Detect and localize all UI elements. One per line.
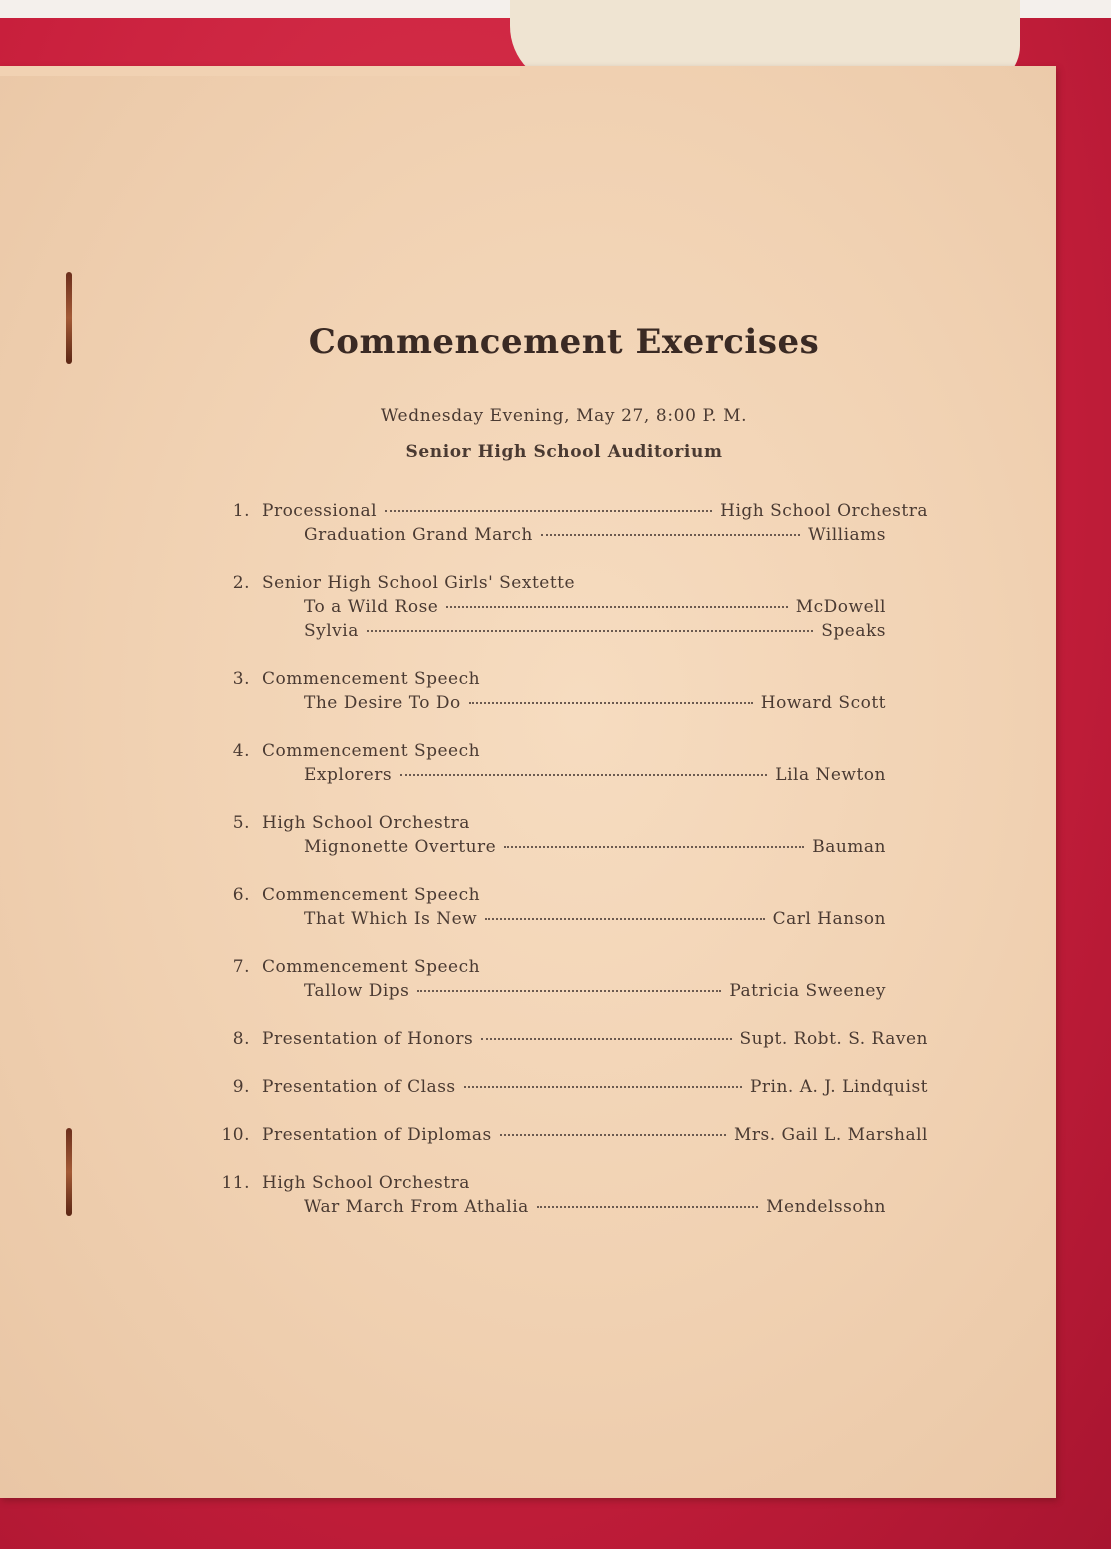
program-item-number: 8. [232,1029,250,1049]
program-page [0,66,1056,1498]
program-item-line [208,957,928,981]
dot-leader [485,918,764,920]
dot-leader [417,990,721,992]
program-item-title: Commencement Speech [262,741,481,761]
program-item [208,501,928,549]
program-item-number: 5. [232,813,250,833]
dot-leader [385,510,712,512]
program-item [208,885,928,933]
program-subitem-title: Tallow Dips [304,981,410,1001]
program-subitem-credit: Lila Newton [775,765,886,785]
program-subitem-title: Mignonette Overture [304,837,497,857]
program-subitem [208,693,928,717]
program-item-title: Presentation of Honors [262,1029,474,1049]
program-item-number: 10. [221,1125,250,1145]
program-subitem-credit: Patricia Sweeney [729,981,886,1001]
page-title: Commencement Exercises [308,322,820,362]
program-subitem-title: That Which Is New [304,909,478,929]
dot-leader [537,1206,758,1208]
dot-leader [464,1086,742,1088]
program-subitem-credit: Howard Scott [760,693,886,713]
dot-leader [500,1134,726,1136]
program-subitem-title: The Desire To Do [304,693,461,713]
program-item-line [208,1077,928,1101]
program-subitem [208,909,928,933]
program-item-line [208,573,928,597]
program-item-title: Commencement Speech [262,669,481,689]
program-item-number: 3. [232,669,250,689]
program-item [208,1173,928,1221]
program-item-title: Commencement Speech [262,885,481,905]
program-subitem-title: Sylvia [304,621,359,641]
program-subitem-credit: Bauman [812,837,886,857]
staple-bottom-icon [66,1128,72,1216]
program-item [208,957,928,1005]
dot-leader [400,774,767,776]
event-venue: Senior High School Auditorium [405,442,723,462]
program-item-title: Commencement Speech [262,957,481,977]
program-subitem-credit: McDowell [795,597,886,617]
program-list [208,501,928,1221]
program-item-line [208,885,928,909]
program-item-performer: Prin. A. J. Lindquist [749,1077,928,1097]
program-item-line [208,813,928,837]
dot-leader [504,846,804,848]
program-item [208,741,928,789]
program-item-line [208,1125,928,1149]
dot-leader [541,534,800,536]
program-item-title: Senior High School Girls' Sextette [262,573,576,593]
dot-leader [481,1038,731,1040]
event-date: Wednesday Evening, May 27, 8:00 P. M. [380,406,748,426]
program-item-number: 9. [232,1077,250,1097]
program-subitem-credit: Carl Hanson [772,909,886,929]
program-item-performer: Supt. Robt. S. Raven [739,1029,928,1049]
program-subitem [208,981,928,1005]
program-item-number: 1. [232,501,250,521]
program-item-title: High School Orchestra [262,813,470,833]
dot-leader [446,606,787,608]
program-subitem [208,837,928,861]
program-item-number: 7. [232,957,250,977]
program-item [208,1125,928,1149]
program-item-title: Processional [262,501,378,521]
program-item-performer: High School Orchestra [720,501,928,521]
program-subitem-title: Graduation Grand March [304,525,533,545]
program-item [208,669,928,717]
program-item-number: 2. [232,573,250,593]
program-subitem [208,1197,928,1221]
program-subitem-credit: Williams [808,525,886,545]
program-item-number: 11. [221,1173,250,1193]
page-top-edge [0,66,520,76]
program-item-number: 6. [232,885,250,905]
program-subitem [208,765,928,789]
program-subitem-credit: Mendelssohn [766,1197,886,1217]
program-subitem-title: War March From Athalia [304,1197,529,1217]
program-item [208,573,928,645]
program-subitem [208,597,928,621]
program-subitem-title: To a Wild Rose [304,597,439,617]
program-item-line [208,741,928,765]
program-subitem-credit: Speaks [821,621,886,641]
program-item-line [208,1029,928,1053]
program-item-line [208,1173,928,1197]
program-subitem [208,621,928,645]
program-item [208,1029,928,1053]
program-subitem-title: Explorers [304,765,393,785]
program-subitem [208,525,928,549]
program-item-title: Presentation of Class [262,1077,456,1097]
program-item [208,1077,928,1101]
dot-leader [469,702,753,704]
program-item-performer: Mrs. Gail L. Marshall [733,1125,928,1145]
program-item-line [208,501,928,525]
program-item-number: 4. [232,741,250,761]
program-item [208,813,928,861]
program-item-title: High School Orchestra [262,1173,470,1193]
dot-leader [367,630,813,632]
program-item-title: Presentation of Diplomas [262,1125,492,1145]
program-item-line [208,669,928,693]
